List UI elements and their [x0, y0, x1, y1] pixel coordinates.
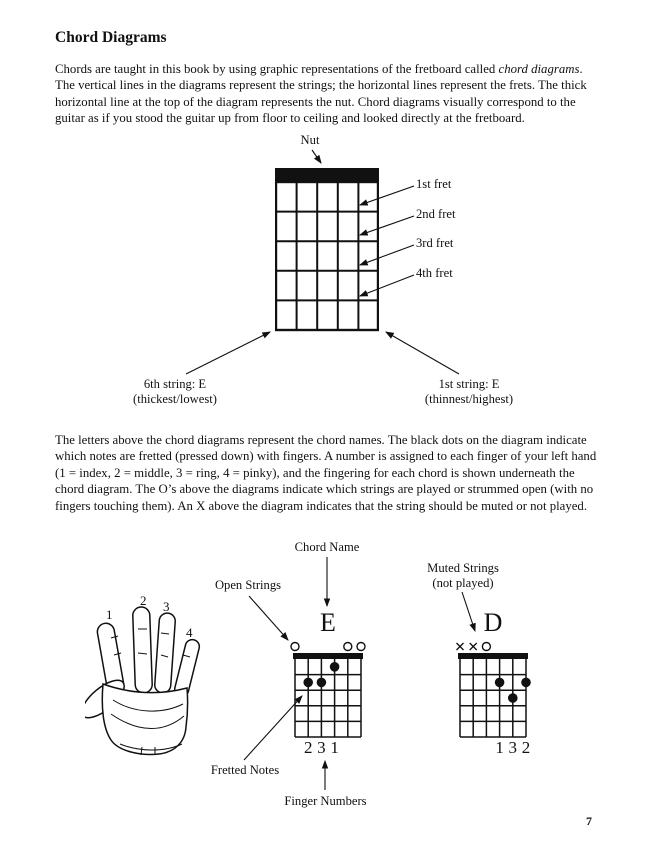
- sixth-string-label-line1: 6th string: E: [143, 377, 207, 391]
- ring-finger: [154, 613, 176, 694]
- svg-text:3: 3: [508, 738, 518, 757]
- explanation-paragraph: The letters above the chord diagrams represent the chord names. The black dots on the diagram indicate which notes are fretted (pressed down) with fingers. A number is assigned to each finger of your left hand (1 = index, 2 = middle, 3 = ring, 4 = pinky), and the fingering for each chord is shown underneath the chord diagram. The O’s above the diagrams indicate which strings are played or strummed open (with no fingers touching them). An X above the diagram indicates that the string should be muted or not played.: [55, 433, 597, 513]
- sixth-string-label-line2: (thickest/lowest): [133, 391, 217, 406]
- page-number: 7: [586, 814, 592, 828]
- fret-label-4: 4th fret: [416, 266, 453, 280]
- hand-illustration: [85, 592, 215, 760]
- first-string-label: [395, 377, 543, 406]
- open-strings-label: Open Strings: [214, 578, 282, 592]
- finger-label-3: 3: [163, 599, 170, 614]
- fret-label-1: 1st fret: [416, 177, 452, 191]
- fretted-notes-label: Fretted Notes: [210, 763, 280, 777]
- chord-name-d: D: [483, 608, 503, 637]
- intro-paragraph-text: Chords are taught in this book by using graphic representations of the fretboard called: [55, 62, 499, 76]
- svg-text:3: 3: [317, 738, 326, 757]
- middle-finger: [133, 607, 153, 694]
- nut-label: Nut: [300, 133, 320, 147]
- chord-diagram-e: [290, 641, 366, 757]
- finger-label-4: 4: [186, 625, 193, 640]
- fret-label-2: 2nd fret: [416, 207, 456, 221]
- first-string-label-line2: (thinnest/highest): [424, 391, 514, 406]
- muted-strings-label-line2: (not played): [432, 575, 494, 590]
- finger-numbers-label: Finger Numbers: [284, 794, 367, 808]
- finger-label-1: 1: [106, 607, 113, 622]
- sixth-string-label: [105, 377, 245, 406]
- fretboard-diagram: [275, 168, 379, 332]
- muted-strings-label-line1: Muted Strings: [427, 561, 499, 575]
- intro-paragraph: [55, 61, 605, 127]
- chord-diagram-d: [455, 641, 531, 757]
- svg-text:2: 2: [521, 738, 531, 757]
- page-title: Chord Diagrams: [55, 29, 167, 46]
- palm: [102, 684, 187, 754]
- nut-bar: [275, 168, 379, 182]
- intro-paragraph-rest: . The vertical lines in the diagrams represent the strings; the horizontal lines represent the frets. The thick horizontal line at the top of the diagram represents the nut. Chord diagrams visually correspond to the guitar as if you stood the guitar up from floor to ceiling and looked directly at the fretboard.: [55, 62, 587, 126]
- chord-name-label: Chord Name: [294, 540, 360, 554]
- fret-label-3: 3rd fret: [416, 236, 454, 250]
- intro-paragraph-italic: chord diagrams: [498, 62, 580, 76]
- finger-label-2: 2: [140, 593, 147, 608]
- first-string-label-line1: 1st string: E: [438, 377, 500, 391]
- svg-text:2: 2: [303, 738, 313, 757]
- chord-name-e: E: [320, 608, 336, 637]
- svg-text:1: 1: [495, 738, 504, 757]
- svg-text:1: 1: [330, 738, 339, 757]
- muted-strings-label: [418, 561, 508, 590]
